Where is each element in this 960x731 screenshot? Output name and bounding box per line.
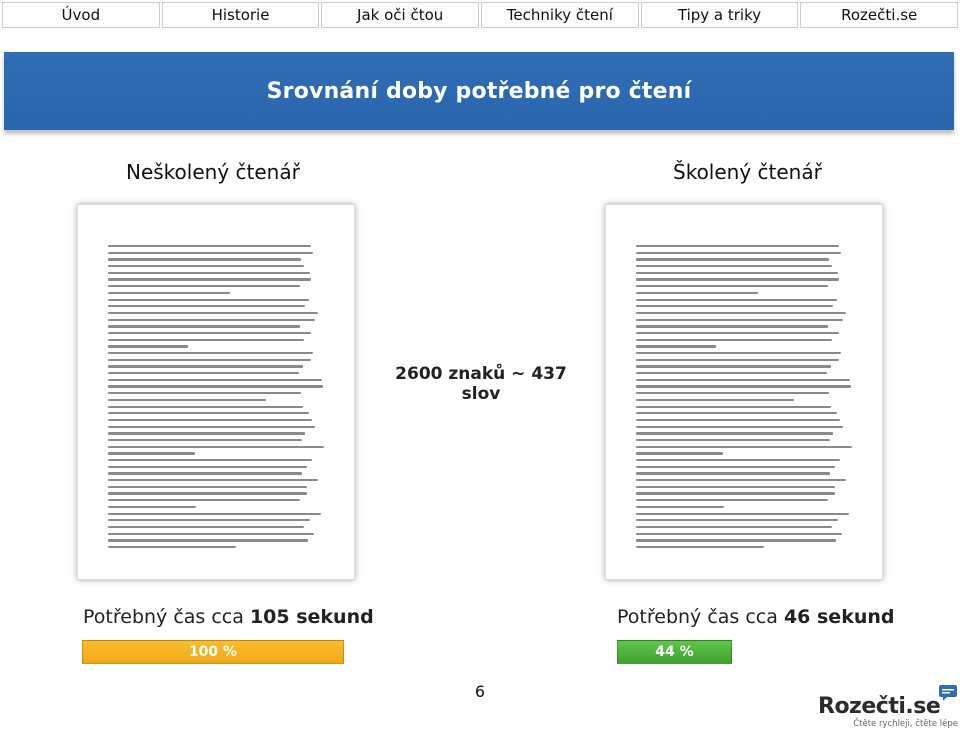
text-line [636, 439, 830, 441]
text-line [108, 285, 300, 287]
text-line [108, 379, 322, 381]
text-line [636, 345, 716, 347]
text-line [636, 392, 829, 394]
text-line [108, 272, 310, 274]
text-line [108, 499, 300, 501]
text-line [636, 332, 839, 334]
progress-bar-right [617, 640, 732, 664]
text-line [636, 399, 794, 401]
text-line [636, 506, 724, 508]
text-line [108, 278, 311, 280]
text-line [636, 385, 851, 387]
text-lines-right [636, 245, 852, 548]
time-left [83, 606, 374, 628]
text-line [108, 385, 323, 387]
title-banner [4, 52, 954, 130]
text-line [108, 419, 312, 421]
document-page-right [605, 204, 883, 580]
text-line [108, 292, 230, 294]
text-line [108, 305, 305, 307]
text-line [636, 245, 839, 247]
bar-left-label: 100 % [188, 644, 238, 660]
text-line [108, 439, 302, 441]
text-line [108, 452, 195, 454]
progress-bar-left [82, 640, 344, 664]
text-line [108, 492, 307, 494]
text-line [636, 412, 837, 414]
text-line [108, 412, 309, 414]
text-line [108, 332, 311, 334]
time-left-value: 105 sekund [249, 606, 374, 628]
text-line [108, 479, 318, 481]
text-line [636, 406, 831, 408]
text-line [636, 312, 846, 314]
text-line [636, 472, 830, 474]
nav-item-tipy-a-triky[interactable]: Tipy a triky [641, 2, 799, 28]
text-line [636, 365, 831, 367]
nav-item-historie[interactable]: Historie [162, 2, 320, 28]
text-line [108, 486, 307, 488]
text-line [108, 339, 304, 341]
text-line [108, 513, 321, 515]
nav-item-techniky-cteni[interactable]: Techniky čtení [481, 2, 639, 28]
character-count-label: 2600 znaků ~ 437 slov [395, 364, 567, 404]
text-line [108, 365, 303, 367]
text-line [108, 312, 318, 314]
text-line [636, 299, 837, 301]
text-line [636, 319, 843, 321]
trained-reader-heading: Školený čtenář [673, 160, 822, 184]
text-line [108, 472, 302, 474]
text-line [636, 419, 840, 421]
text-line [108, 352, 313, 354]
text-line [636, 486, 835, 488]
text-line [108, 526, 304, 528]
text-line [108, 252, 313, 254]
text-line [108, 392, 301, 394]
top-navigation [0, 0, 960, 32]
document-page-left [77, 204, 355, 580]
time-left-prefix: Potřebný čas cca [83, 606, 250, 628]
text-line [636, 352, 841, 354]
text-line [108, 359, 311, 361]
time-right [617, 606, 894, 628]
chat-bubble-icon [938, 684, 958, 702]
text-line [636, 359, 839, 361]
nav-item-rozecti-se[interactable]: Rozečti.se [800, 2, 958, 28]
text-line [108, 319, 315, 321]
text-line [636, 499, 828, 501]
text-line [636, 278, 839, 280]
text-line [108, 519, 310, 521]
time-right-prefix: Potřebný čas cca [617, 606, 784, 628]
text-line [636, 526, 832, 528]
text-line [636, 372, 827, 374]
text-line [636, 379, 850, 381]
text-line [108, 446, 324, 448]
text-line [636, 426, 843, 428]
text-line [108, 406, 303, 408]
text-line [636, 305, 833, 307]
text-line [108, 245, 311, 247]
text-line [636, 272, 838, 274]
text-line [636, 466, 835, 468]
text-line [636, 339, 832, 341]
text-line [108, 546, 236, 548]
text-line [636, 285, 828, 287]
text-line [108, 432, 305, 434]
text-line [636, 452, 723, 454]
text-line [636, 446, 852, 448]
text-line [636, 459, 840, 461]
text-line [108, 299, 309, 301]
text-line [636, 258, 829, 260]
page-number: 6 [474, 682, 486, 701]
text-line [636, 533, 842, 535]
text-line [108, 506, 196, 508]
text-line [108, 399, 266, 401]
text-line [108, 539, 308, 541]
logo-name: Rozečti.se [818, 694, 941, 719]
rozecti-logo[interactable] [818, 684, 960, 731]
bar-right-label: 44 % [655, 644, 694, 660]
text-line [636, 492, 835, 494]
text-line [636, 265, 832, 267]
text-line [108, 426, 315, 428]
text-line [108, 372, 299, 374]
text-line [108, 459, 312, 461]
text-line [636, 546, 764, 548]
time-right-value: 46 sekund [783, 606, 895, 628]
text-line [108, 325, 300, 327]
nav-item-jak-oci-ctou[interactable]: Jak oči čtou [321, 2, 479, 28]
text-line [636, 292, 758, 294]
text-line [108, 345, 188, 347]
nav-item-uvod[interactable]: Úvod [2, 2, 160, 28]
text-line [636, 252, 841, 254]
text-line [108, 265, 304, 267]
text-line [636, 432, 833, 434]
logo-tagline: Čtěte rychleji, čtěte lépe [853, 719, 958, 729]
text-line [108, 533, 314, 535]
banner-title: Srovnání doby potřebné pro čtení [266, 78, 692, 104]
text-line [636, 513, 849, 515]
untrained-reader-heading: Neškolený čtenář [126, 160, 300, 184]
text-line [108, 466, 307, 468]
text-line [108, 258, 301, 260]
text-line [636, 539, 836, 541]
text-line [636, 519, 838, 521]
text-line [636, 325, 828, 327]
text-line [636, 479, 846, 481]
text-lines-left [108, 245, 324, 548]
